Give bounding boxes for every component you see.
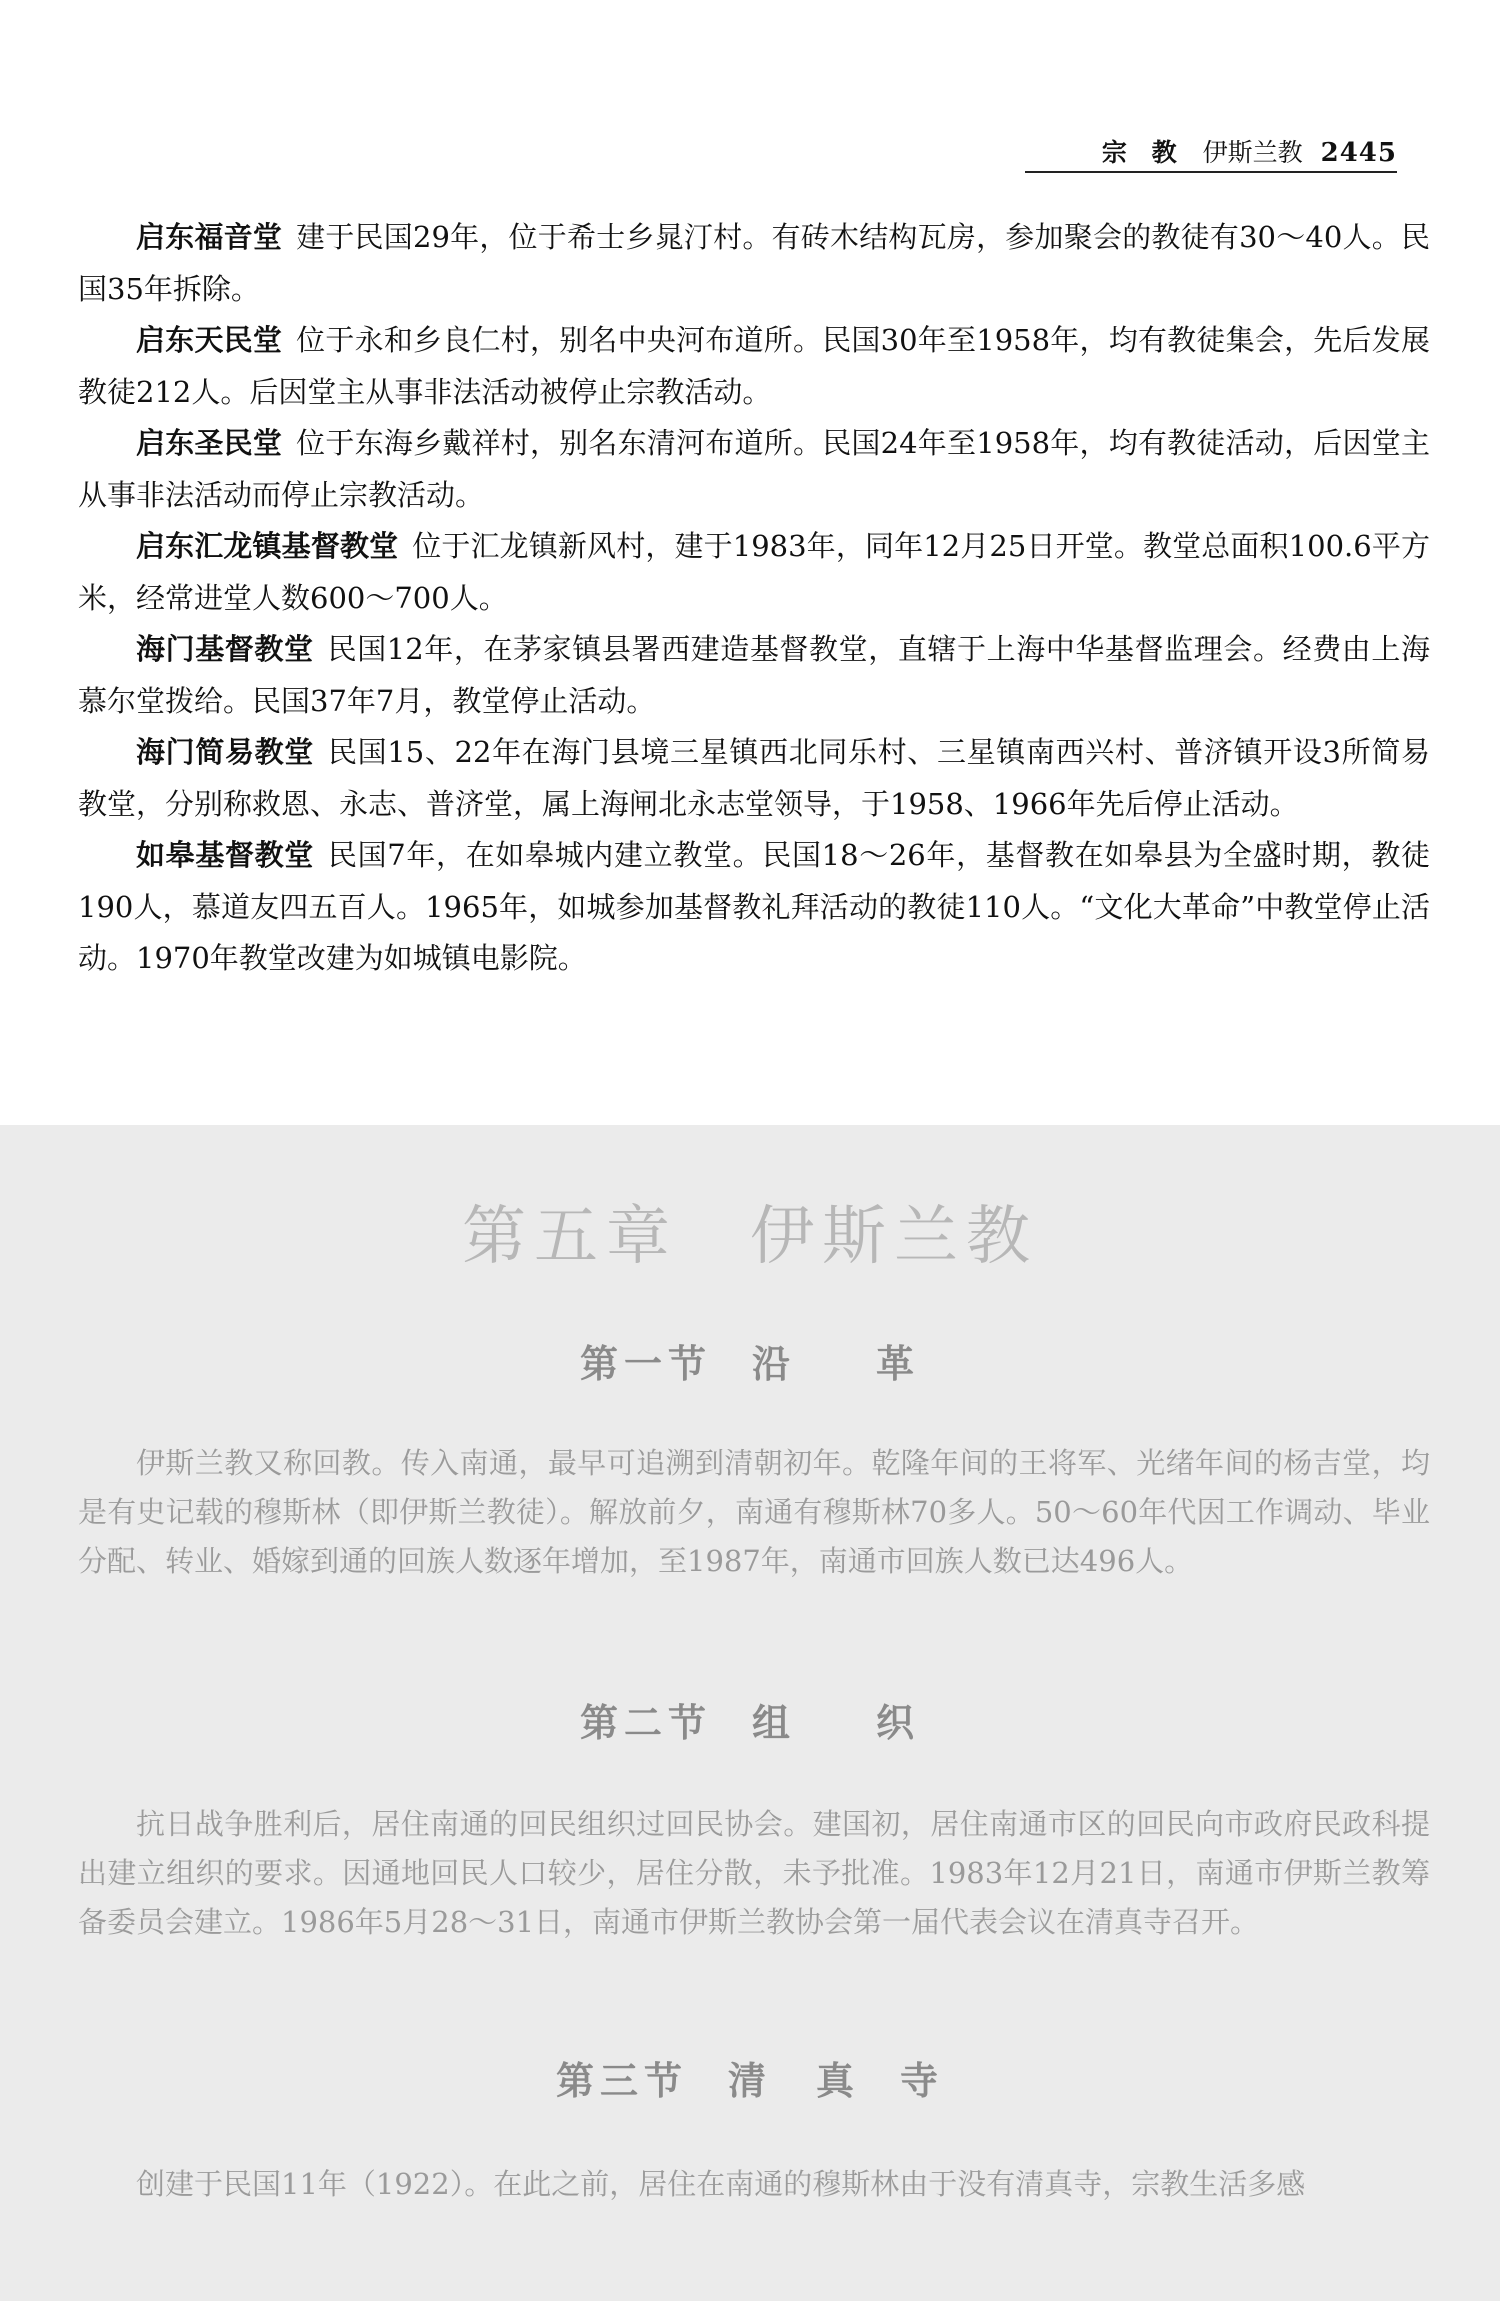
entry-term: 启东福音堂 <box>136 220 283 254</box>
section-body <box>78 2160 1430 2209</box>
section-name: 寺 <box>900 2058 945 2103</box>
header-category: 宗 教 <box>1101 138 1185 167</box>
entry-text: 位于永和乡良仁村，别名中央河布道所。民国30年至1958年，均有教徒集会，先后发展教徒212人。后因堂主从事非法活动被停止宗教活动。 <box>78 323 1430 409</box>
section-number: 第一节 <box>579 1341 712 1386</box>
entry-term: 如皋基督教堂 <box>136 838 314 872</box>
entry <box>78 212 1430 315</box>
chapter-title: 第五章 伊斯兰教 <box>462 1200 1038 1274</box>
entry-term: 海门简易教堂 <box>136 735 314 769</box>
entry-text: 位于东海乡戴祥村，别名东清河布道所。民国24年至1958年，均有教徒活动，后因堂主从事非法活动而停止宗教活动。 <box>78 426 1430 512</box>
paragraph: 创建于民国11年（1922）。在此之前，居住在南通的穆斯林由于没有清真寺，宗教生活多感 <box>136 2167 1306 2201</box>
section-name: 清 真 <box>727 2058 860 2103</box>
section-name: 织 <box>876 1700 921 1745</box>
entry <box>78 315 1430 418</box>
running-header <box>1025 135 1397 173</box>
section-name: 组 <box>751 1700 796 1745</box>
entry-term: 启东汇龙镇基督教堂 <box>136 529 399 563</box>
entry <box>78 727 1430 830</box>
section-body <box>78 1800 1430 1947</box>
section-body <box>78 1439 1430 1586</box>
paragraph: 伊斯兰教又称回教。传入南通，最早可追溯到清朝初年。乾隆年间的王将军、光绪年间的杨吉堂，均是有史记载的穆斯林（即伊斯兰教徒）。解放前夕，南通有穆斯林70多人。50～60年代因工作调动、毕业分配、转业、婚嫁到通的回族人数逐年增加，至1987年，南通市回族人数已达496人。 <box>78 1446 1430 1578</box>
entry-text: 民国12年，在茅家镇县署西建造基督教堂，直辖于上海中华基督监理会。经费由上海慕尔堂拨给。民国37年7月，教堂停止活动。 <box>78 632 1430 718</box>
section-number: 第二节 <box>579 1700 712 1745</box>
header-subcategory: 伊斯兰教 <box>1202 138 1303 167</box>
entry-text: 民国7年，在如皋城内建立教堂。民国18～26年，基督教在如皋县为全盛时期，教徒190人，慕道友四五百人。1965年，如城参加基督教礼拜活动的教徒110人。“文化大革命”中教堂停止活动。1970年教堂改建为如城镇电影院。 <box>78 838 1430 975</box>
section-heading <box>0 2050 1500 2105</box>
chapter-region <box>0 1125 1500 2301</box>
entry-term: 启东圣民堂 <box>136 426 283 460</box>
section-name: 沿 <box>751 1341 796 1386</box>
entry-text: 民国15、22年在海门县境三星镇西北同乐村、三星镇南西兴村、普济镇开设3所简易教堂，分别称救恩、永志、普济堂，属上海闸北永志堂领导，于1958、1966年先后停止活动。 <box>78 735 1430 821</box>
section-number: 第三节 <box>555 2058 688 2103</box>
entry <box>78 624 1430 727</box>
entry-text: 建于民国29年，位于希士乡晁汀村。有砖木结构瓦房，参加聚会的教徒有30～40人。民国35年拆除。 <box>78 220 1430 306</box>
section-name: 革 <box>876 1341 921 1386</box>
entry-text: 位于汇龙镇新风村，建于1983年，同年12月25日开堂。教堂总面积100.6平方米，经常进堂人数600～700人。 <box>78 529 1430 615</box>
entry <box>78 521 1430 624</box>
entry-term: 启东天民堂 <box>136 323 283 357</box>
church-entries <box>78 212 1430 985</box>
entry <box>78 830 1430 985</box>
page-number: 2445 <box>1320 138 1397 168</box>
section-heading <box>0 1692 1500 1747</box>
section-heading <box>0 1333 1500 1388</box>
entry-term: 海门基督教堂 <box>136 632 314 666</box>
entry <box>78 418 1430 521</box>
paragraph: 抗日战争胜利后，居住南通的回民组织过回民协会。建国初，居住南通市区的回民向市政府民政科提出建立组织的要求。因通地回民人口较少，居住分散，未予批准。1983年12月21日，南通市伊斯兰教筹备委员会建立。1986年5月28～31日，南通市伊斯兰教协会第一届代表会议在清真寺召开。 <box>78 1807 1430 1939</box>
